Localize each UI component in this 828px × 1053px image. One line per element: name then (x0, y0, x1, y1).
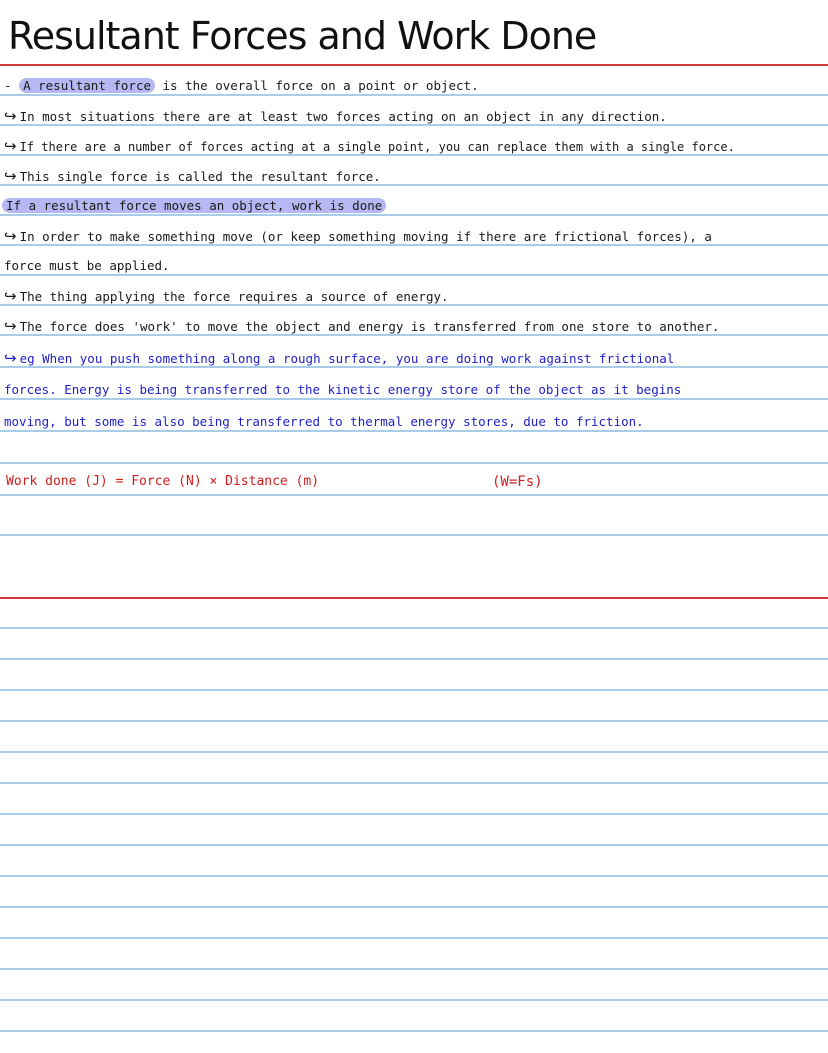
dash-bullet: - (4, 78, 20, 93)
note-line-energy-source (4, 288, 449, 305)
example-text: eg When you push something along a rough surface, you are doing work against frictional (19, 351, 675, 366)
top-margin-line (0, 64, 828, 66)
note-line-two-forces (4, 108, 667, 125)
hook-arrow-icon: ↪ (4, 287, 17, 305)
note-text: In most situations there are at least two forces acting on an object in any direction. (19, 109, 667, 124)
note-line-resultant-name (4, 168, 381, 185)
note-text: In order to make something move (or keep something moving if there are frictional forces), a (19, 229, 712, 244)
rule-line (0, 398, 828, 400)
note-text: force must be applied. (4, 258, 170, 273)
rule-line (0, 1030, 828, 1032)
rule-line (0, 462, 828, 464)
rule-line (0, 968, 828, 970)
example-text: moving, but some is also being transferred to thermal energy stores, due to friction. (4, 414, 644, 429)
rule-line (0, 720, 828, 722)
note-text: The force does 'work' to move the object and energy is transferred from one store to another. (19, 319, 720, 334)
example-line-2 (4, 382, 681, 398)
example-line-3 (4, 414, 644, 430)
note-line-replace-forces (4, 138, 735, 155)
mid-margin-line (0, 597, 828, 599)
rule-line (0, 658, 828, 660)
rule-line (0, 214, 828, 216)
note-line-force-applied (4, 228, 712, 245)
work-done-formula: Work done (J) = Force (N) × Distance (m) (6, 474, 320, 489)
rule-line (0, 813, 828, 815)
rule-line (0, 844, 828, 846)
note-text: This single force is called the resultant force. (19, 169, 381, 184)
rule-line (0, 937, 828, 939)
hook-arrow-icon: ↪ (4, 317, 17, 335)
example-line-1 (4, 350, 674, 367)
rule-line (0, 782, 828, 784)
note-line-force-applied-cont (4, 258, 170, 274)
note-text: is the overall force on a point or object. (155, 78, 479, 93)
note-line-work-done-heading (2, 198, 386, 214)
example-text: forces. Energy is being transferred to the kinetic energy store of the object as it begins (4, 382, 682, 397)
hook-arrow-icon: ↪ (4, 137, 17, 155)
rule-line (0, 689, 828, 691)
rule-line (0, 875, 828, 877)
highlighted-term: A resultant force (19, 78, 155, 93)
rule-line (0, 274, 828, 276)
hook-arrow-icon: ↪ (4, 107, 17, 125)
page-title: Resultant Forces and Work Done (8, 14, 597, 58)
rule-line (0, 906, 828, 908)
rule-line (0, 627, 828, 629)
rule-line (0, 94, 828, 96)
rule-line (0, 430, 828, 432)
hook-arrow-icon: ↪ (4, 167, 17, 185)
highlighted-statement: If a resultant force moves an object, work is done (2, 198, 386, 213)
hook-arrow-icon: ↪ (4, 227, 17, 245)
hook-arrow-icon: ↪ (4, 349, 17, 367)
note-line-resultant-force (4, 78, 479, 94)
rule-line (0, 751, 828, 753)
note-text: The thing applying the force requires a source of energy. (19, 289, 449, 304)
rule-line (0, 534, 828, 536)
rule-line (0, 999, 828, 1001)
note-line-work-transfer (4, 318, 719, 335)
rule-line (0, 494, 828, 496)
work-done-equation: (W=Fs) (492, 474, 543, 490)
note-text: If there are a number of forces acting at a single point, you can replace them with a single force. (19, 140, 735, 154)
